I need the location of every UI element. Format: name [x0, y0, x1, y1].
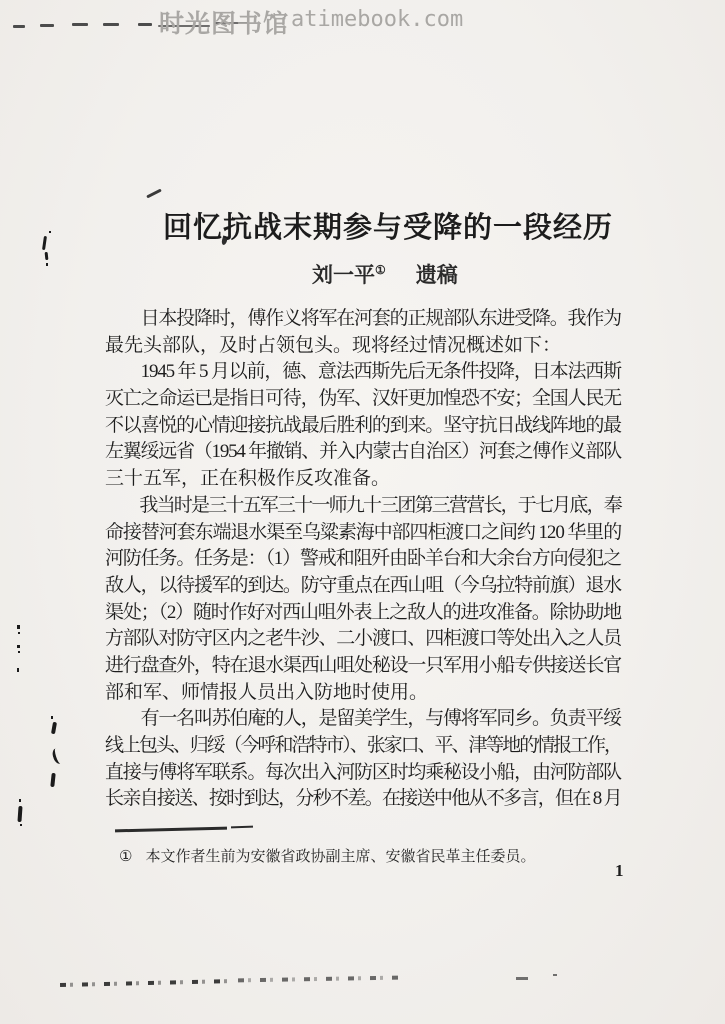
author-footnote-marker: ① — [375, 263, 386, 277]
byline-note: 遗稿 — [415, 263, 458, 287]
body-line: 左翼绥远省（1954 年撤销、并入内蒙古自治区）河套之傅作义部队 — [105, 441, 622, 463]
ink-smudge — [51, 747, 65, 765]
ink-smudge — [20, 824, 22, 826]
page-number: 1 — [615, 861, 624, 880]
article-byline — [312, 259, 458, 289]
footnote-text: 本文作者生前为安徽省政协副主席、安徽省民革主任委员。 — [145, 849, 536, 865]
body-line: 灭亡之命运已是指日可待，伪军、汉奸更加惶恐不安；全国人民无 — [105, 388, 621, 410]
body-line: 线上包头、归绥（今呼和浩特市）、张家口、平、津等地的情报工作， — [105, 735, 621, 756]
body-line: 命接替河套东端退水渠至乌粱素海中部四柜渡口之间约 120 华里的 — [105, 521, 622, 543]
pencil-tick-mark — [146, 189, 162, 199]
ink-smudge — [17, 645, 20, 648]
scan-speck — [516, 977, 528, 980]
ink-smudge — [18, 632, 20, 634]
body-line: 三十五军，正在积极作反攻准备。 — [105, 468, 391, 490]
ink-smudge — [17, 668, 19, 672]
body-line: 河防任务。任务是：（1）警戒和阻歼由卧羊台和大余台方向侵犯之 — [105, 548, 621, 570]
ink-smudge — [19, 799, 21, 802]
footnote-divider-dash — [231, 826, 253, 829]
dash-mark — [138, 23, 152, 26]
scan-edge-speckles — [238, 976, 398, 983]
ink-smudge — [51, 716, 53, 719]
body-line: 我当时是三十五军三十一师九十三团第三营营长，于七月底，奉 — [105, 494, 622, 516]
ink-smudge — [17, 806, 22, 822]
body-line: 部和军、师情报人员出入防地时使用。 — [105, 681, 429, 703]
body-line: 长亲自接送、按时到达，分秒不差。在接送中他从不多言，但在 8 月 — [105, 788, 621, 810]
body-line: 有一名叫苏伯庵的人，是留美学生，与傅将军同乡。负责平绥 — [105, 708, 621, 730]
dash-mark — [103, 23, 119, 26]
article-body — [105, 306, 621, 813]
dash-mark — [40, 24, 54, 27]
body-line: 敌人，以待援军的到达。防守重点在西山咀（今乌拉特前旗）退水 — [105, 574, 621, 596]
watermark-site-name: 时光图书馆 — [159, 10, 290, 38]
body-line: 最先头部队，及时占领包头。现将经过情况概述如下： — [105, 334, 562, 356]
ink-smudge — [50, 773, 55, 787]
body-line: 渠处；（2）随时作好对西山咀外表上之敌人的进攻准备。除协助地 — [105, 601, 621, 623]
body-line: 直接与傅将军联系。每次出入河防区时均乘秘设小船，由河防部队 — [105, 761, 621, 783]
watermark-site-domain: atimebook.com — [291, 7, 464, 32]
body-line: 1945 年 5 月以前，德、意法西斯先后无条件投降，日本法西斯 — [105, 361, 621, 383]
author-name: 刘一平 — [312, 263, 375, 287]
ink-smudge — [17, 625, 20, 629]
dash-mark — [72, 23, 88, 26]
body-line: 不以喜悦的心情迎接抗战最后胜利的到来。坚守抗日战线阵地的最 — [105, 414, 621, 436]
ink-smudge — [51, 722, 57, 735]
body-line: 方部队对防守区内之老牛沙、二小渡口、四柜渡口等处出入之人员 — [105, 628, 621, 650]
ink-smudge — [42, 236, 47, 250]
footnote — [119, 845, 535, 866]
article-title: 回忆抗战末期参与受降的一段经历 — [163, 212, 614, 245]
footnote-marker: ① — [119, 849, 133, 865]
body-line: 日本投降时，傅作义将军在河套的正规部队东进受降。我作为 — [105, 308, 621, 329]
ink-smudge — [45, 252, 49, 260]
footnote-divider — [115, 827, 227, 833]
ink-smudge — [49, 231, 51, 233]
scan-speck — [553, 974, 557, 976]
ink-smudge — [18, 651, 20, 653]
scan-edge-speckles — [60, 979, 235, 987]
dash-mark — [13, 25, 25, 28]
ink-smudge — [46, 263, 48, 266]
body-line: 进行盘查外，特在退水渠西山咀处秘设一只军用小船专供接送长官 — [105, 654, 621, 676]
